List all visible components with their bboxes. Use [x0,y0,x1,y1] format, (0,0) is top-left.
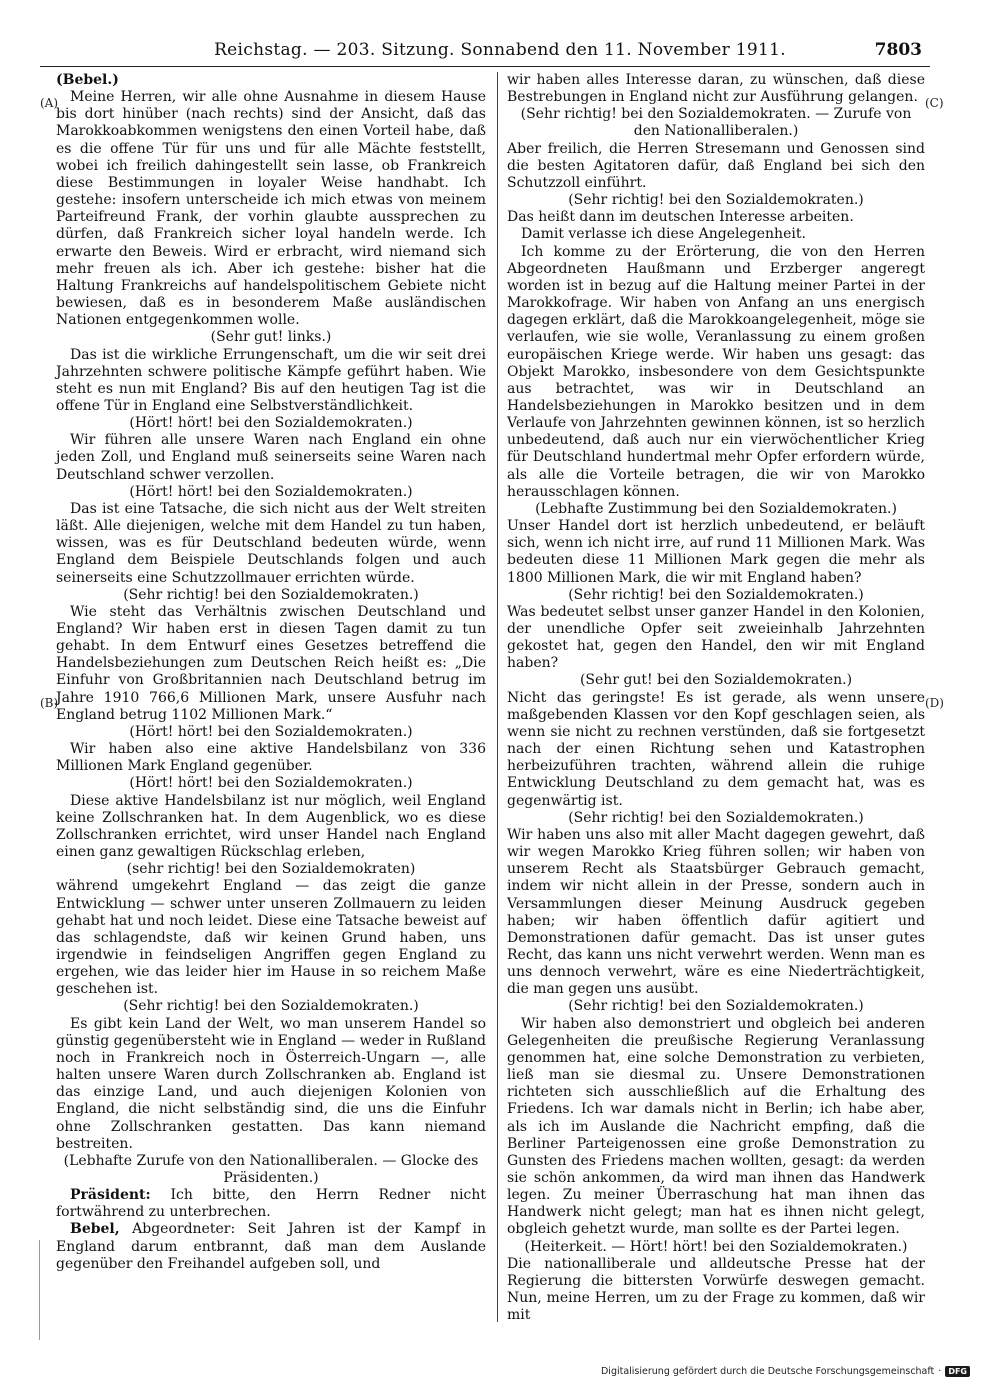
paragraph: wir haben alles Interesse daran, zu wünschen, daß diese Bestrebungen in England nicht zur Ausführung gelangen. [507,72,925,106]
interjection: (Sehr richtig! bei den Sozialdemokraten.) [123,998,419,1015]
interjection: (sehr richtig! bei den Sozialdemokraten) [126,861,416,878]
left-column [38,72,486,1273]
interjection: (Lebhafte Zustimmung bei den Sozialdemokraten.) [535,500,897,517]
margin-label-c: (C) [925,96,944,110]
speaker-name: Präsident: [70,1187,151,1204]
dfg-logo: DFG [945,1366,970,1377]
paragraph: Wir haben uns also mit aller Macht dagegen gewehrt, daß wir wegen Marokko Krieg führen sollen; wir haben von unserem Recht als Staatsbürger Gebrauch gemacht, indem wir nicht allein in der Presse, sondern auch in Versammlungen dieser Meinung Ausdruck gegeben haben; wir haben öffentlich dafür agitiert und Demonstrationen dafür gemacht. Das ist unser gutes Recht, das kann uns nicht verwehrt werden. Wenn man es uns dennoch verwehrt, wäre es eine Niederträchtigkeit, die man gegen uns ausübt. [507,826,925,998]
paragraph: Diese aktive Handelsbilanz ist nur möglich, weil England keine Zollschranken hat. In dem Augenblick, wo es diese Zollschranken errichtet, wird unser Handel nach England einen ganz gewaltigen Rückschlag erleben, [56,792,486,861]
paragraph: Ich komme zu der Erörterung, die von den Herren Abgeordneten Haußmann und Erzberger angeregt worden ist in bezug auf die Haltung meiner Partei in der Marokkofrage. Wir haben von Anfang an uns energisch dagegen erklärt, daß die Marokkoangelegenheit, möge sie verlaufen, wie sie wolle, Veranlassung zu einem großen europäischen Kriege werde. Wir haben uns gesagt: das Objekt Marokko, insbesondere von dem Gesichtspunkte aus betrachtet, was wir in Deutschland an Handelsbeziehungen in Marokko besitzen und in dem Verlaufe von Jahrzehnten gewinnen können, ist so herzlich unbedeutend, daß auch nur ein vierwöchentlicher Krieg für Deutschland hundertmal mehr Opfer erfordern würde, als alle die Vorteile betragen, die wir von Marokko herausschlagen können. [507,243,925,500]
margin-label-b: (B) [40,696,59,710]
right-column [507,72,925,1324]
speech-text: Ich bitte, den Herrn Redner nicht fortwährend zu unterbrechen. [56,1187,486,1221]
speech-text: Abgeordneter: Seit Jahren ist der Kampf in England darum entbrannt, daß man dem Auslande gegenüber den Freihandel aufgeben soll, und [56,1221,487,1272]
margin-label-d: (D) [925,696,944,710]
paragraph: Meine Herren, wir alle ohne Ausnahme in diesem Hause bis dort hinüber (nach rechts) sind der Ansicht, daß das Marokkoabkommen wenigstens den einen Vorteil habe, daß es die offene Tür für uns und für alle Mächte feststellt, wobei ich freilich dahingestellt sein lasse, ob Frankreich diese Bestimmungen in loyaler Weise handhabt. Ich gestehe: insofern unterscheide ich mich etwas von meinem Parteifreund Frank, der vorhin glaubte aussprechen zu dürfen, daß Frankreich sicher loyal handeln werde. Ich erwarte den Beweis. Wird er erbracht, wird niemand sich mehr freuen als ich. Aber ich gestehe: bisher hat die Haltung Frankreichs auf handelspolitischem Gebiete nicht bewiesen, daß es in besonderem Maße ausländischen Nationen entgegenkommen wolle. [56,89,486,329]
column-divider [497,72,498,1322]
paragraph: während umgekehrt England — das zeigt die ganze Entwicklung — schwer unter unseren Zollmauern zu leiden gehabt hat und noch leidet. Diese eine Tatsache beweist auf das schlagendste, daß wir keinen Grund haben, uns irgendwie in feindseligen Angriffen gegen England zu ergehen, wie das leider hier im Hause in so reichem Maße geschehen ist. [56,878,486,998]
paragraph: Unser Handel dort ist herzlich unbedeutend, er beläuft sich, wenn ich nicht irre, auf rund 11 Millionen Mark. Was bedeuten diese 11 Millionen Mark gegen die mehr als 1800 Millionen Mark, die wir mit England haben? [507,518,925,586]
scan-edge-mark [39,1240,40,1340]
paragraph: Das ist die wirkliche Errungenschaft, um die wir seit drei Jahrzehnten schwere politische Kämpfe geführt haben. Wie steht es nun mit England? Bis auf den heutigen Tag ist die offene Tür in England eine Selbstverständlichkeit. [56,346,486,414]
header-rule [40,66,930,67]
speaker-tag: (Bebel.) [56,72,119,88]
interjection: (Hört! hört! bei den Sozialdemokraten.) [129,723,413,740]
interjection: (Sehr richtig! bei den Sozialdemokraten.) [568,998,864,1015]
page-number: 7803 [874,40,922,60]
interjection: (Hört! hört! bei den Sozialdemokraten.) [129,415,413,432]
interjection: (Heiterkeit. — Hört! hört! bei den Sozialdemokraten.) [524,1238,908,1255]
interjection: (Hört! hört! bei den Sozialdemokraten.) [129,775,413,792]
paragraph: Es gibt kein Land der Welt, wo man unserem Handel so günstig gegenübersteht wie in England — weder in Rußland noch in Frankreich noch in Österreich-Ungarn —, alle halten unsere Waren durch Zollschranken ab. England ist das einzige Land, und auch diejenigen Kolonien von England, die nicht selbständig sind, die uns die Einfuhr ohne Zollschranken gestatten. Das kann niemand bestreiten. [56,1015,486,1152]
paragraph: Wie steht das Verhältnis zwischen Deutschland und England? Wir haben erst in diesen Tagen damit zu tun gehabt. In dem Entwurf eines Gesetzes betreffend die Handelsbeziehungen zum Deutschen Reich heißt es: „Die Einfuhr von Großbritannien nach Deutschland betrug im Jahre 1910 766,6 Millionen Mark, unsere Ausfuhr nach England betrug 1102 Millionen Mark.“ [56,603,486,723]
interjection: (Hört! hört! bei den Sozialdemokraten.) [129,483,413,500]
page-header [0,40,1000,68]
header-title: Reichstag. — 203. Sitzung. Sonnabend den 11. November 1911. [214,40,786,60]
speaker-paragraph [56,1187,486,1221]
footer-text: Digitalisierung gefördert durch die Deutsche Forschungsgemeinschaft [600,1366,935,1377]
interjection: (Sehr gut! bei den Sozialdemokraten.) [579,672,853,689]
interjection: (Sehr richtig! bei den Sozialdemokraten.) [568,809,864,826]
interjection: (Sehr richtig! bei den Sozialdemokraten.) [568,192,864,209]
paragraph: Wir haben also demonstriert und obgleich bei anderen Gelegenheiten die preußische Regierung Veranlassung genommen hat, eine solche Demonstration zu verbieten, ließ man sie diesmal zu. Unsere Demonstrationen richteten sich ausschließlich auf die Erhaltung des Friedens. Ich war damals nicht in Berlin; ich habe aber, als ich im Auslande die Nachricht empfing, daß die Berliner Parteigenossen eine große Demonstration zu Gunsten des Friedens machen wollten, gesagt: da werden sie schön ankommen, da wird man ihnen das Handwerk legen. Zu meiner Überraschung hat man ihnen das Handwerk nicht gelegt; man hat es ihnen nicht gelegt, obgleich gehetzt wurde, man sollte es der Partei legen. [507,1015,925,1238]
interjection: (Lebhafte Zurufe von den Nationalliberalen. — Glocke des Präsidenten.) [63,1152,479,1186]
interjection: (Sehr gut! links.) [210,329,332,346]
paragraph: Die nationalliberale und alldeutsche Presse hat der Regierung die bittersten Vorwürfe deswegen gemacht. Nun, meine Herren, um zu der Frage zu kommen, daß wir mit [507,1255,925,1324]
separator-dot: · [938,1366,942,1377]
speaker-paragraph [56,1221,486,1272]
interjection: (Sehr richtig! bei den Sozialdemokraten.) [123,586,419,603]
margin-label-a: (A) [40,96,59,110]
paragraph: Wir führen alle unsere Waren nach England ein ohne jeden Zoll, und England muß seinerseits seine Waren nach Deutschland schwer verzollen. [56,432,486,483]
interjection: (Sehr richtig! bei den Sozialdemokraten.) [568,586,864,603]
paragraph: Aber freilich, die Herren Stresemann und Genossen sind die besten Agitatoren dafür, daß England bei sich den Schutzzoll einführt. [507,140,925,191]
footer [601,1366,970,1377]
paragraph: Das heißt dann im deutschen Interesse arbeiten. [507,209,854,226]
paragraph: Nicht das geringste! Es ist gerade, als wenn unsere maßgebenden Klassen vor den Kopf geschlagen seien, als wenn sie nicht zu rechnen verstünden, daß sie fortgesetzt nach der einen Richtung sehen und Katastrophen herbeizuführen trachten, während allein die ruhige Entwicklung Deutschland zu dem gemacht hat, was es gegenwärtig ist. [507,689,925,809]
speaker-name: Bebel, [70,1221,120,1238]
interjection: (Sehr richtig! bei den Sozialdemokraten. — Zurufe von den Nationalliberalen.) [520,106,912,140]
paragraph: Wir haben also eine aktive Handelsbilanz von 336 Millionen Mark England gegenüber. [56,741,486,775]
paragraph: Das ist eine Tatsache, die sich nicht aus der Welt streiten läßt. Alle diejenigen, welche mit dem Handel zu tun haben, wissen, was es für Deutschland bedeuten würde, wenn England dem Beispiele Deutschlands folgen und auch seinerseits eine Schutzzollmauer errichten würde. [56,500,486,586]
paragraph: Damit verlasse ich diese Angelegenheit. [521,226,806,243]
paragraph: Was bedeutet selbst unser ganzer Handel in den Kolonien, der unendliche Opfer seit zweieinhalb Jahrzehnten gekostet hat, gegen den Handel, den wir mit England haben? [507,603,925,672]
